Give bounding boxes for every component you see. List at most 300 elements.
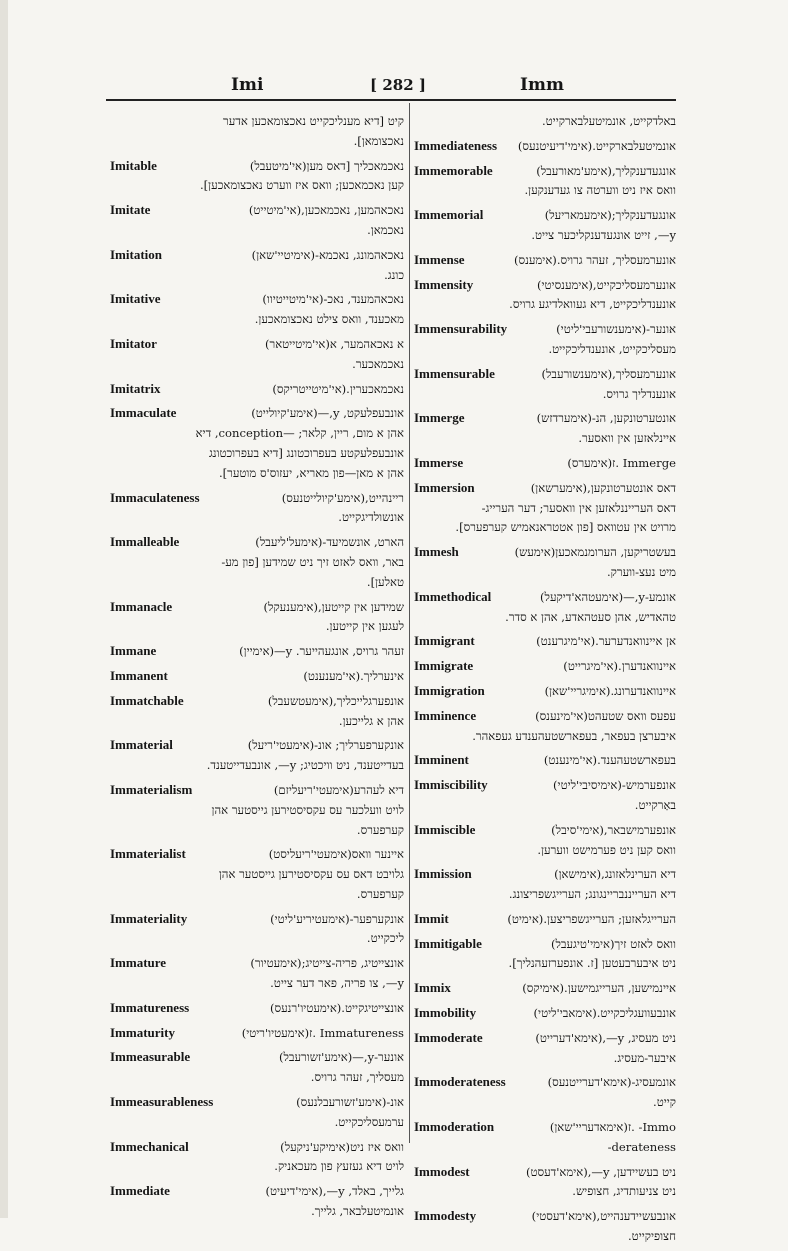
entry-pronunciation-and-gloss — [535, 707, 676, 727]
entry-pronunciation-and-gloss — [537, 276, 676, 296]
entry-definition-start: איינוואנדערונג. — [610, 683, 676, 698]
entry-definition-line: קערפערס. — [356, 886, 404, 901]
entry-first-line — [110, 909, 404, 930]
entry-pronunciation: (אימענשורעבי'ליטי) — [556, 322, 647, 337]
entry-definition-line: קיט [דיא מענליכקייט נאכצומאכען אדער — [223, 114, 404, 128]
entry-pronunciation-and-gloss — [526, 1163, 676, 1183]
entry-pronunciation-and-gloss — [251, 404, 404, 424]
entry-definition-start: אונבעשיידענהייט, — [596, 1209, 676, 1224]
entry-pronunciation-and-gloss — [534, 1004, 676, 1024]
dictionary-entry — [414, 656, 676, 677]
entry-headword: Immemorable — [414, 162, 493, 178]
entry-definition-start: דיא לעהרע — [353, 782, 404, 797]
dictionary-entry — [110, 780, 404, 840]
entry-definition-start: נאכמאכליך [דאס מען — [306, 158, 404, 173]
entry-first-line — [110, 532, 404, 553]
entry-headword: Immaculateness — [110, 489, 200, 505]
entry-first-line — [110, 691, 404, 712]
entry-definition-line: חצופיקייט. — [628, 1229, 676, 1244]
entry-headword: Immesh — [414, 544, 459, 560]
entry-first-line — [110, 403, 404, 424]
entry-pronunciation: (אימעטי'ריעל) — [247, 738, 315, 753]
entry-definition-line: בעדייטענד, ניט וויכטיג; y—, אונבעדייטענד. — [206, 758, 404, 773]
dictionary-entry — [414, 542, 676, 583]
entry-first-line — [414, 750, 676, 771]
entry-first-line — [110, 1023, 404, 1044]
entry-pronunciation: (אימי'טיגעבל) — [550, 936, 615, 951]
header-rule — [106, 99, 676, 101]
dictionary-entry — [414, 820, 676, 861]
entry-first-line — [110, 1181, 404, 1202]
entry-pronunciation: (אי'מיטייטאר) — [264, 336, 330, 351]
entry-pronunciation-and-gloss — [532, 1207, 676, 1227]
entry-pronunciation: (אימא'דערייטנעס) — [547, 1075, 632, 1090]
dictionary-entry — [110, 1092, 404, 1133]
dictionary-entry — [414, 1072, 676, 1113]
entry-definition-line: אהן א גלייכען. — [338, 713, 404, 728]
entry-definition-start: בעפארשטעהענד. — [597, 753, 676, 768]
entry-first-line — [414, 656, 676, 677]
entry-definition-line: באלדקייט, אונמיטעלבארקייט. — [541, 114, 676, 128]
dictionary-entry — [414, 1206, 676, 1247]
entry-definition-start: Immo- .ז — [627, 1120, 676, 1135]
entry-pronunciation-and-gloss — [531, 479, 676, 499]
entry-definition-line: לויט וועלכער עס עקסיסטירען גייסטער אהן — [211, 802, 404, 817]
entry-pronunciation-and-gloss — [514, 251, 676, 271]
entry-headword: Immaterialist — [110, 846, 186, 862]
entry-pronunciation: (אימי'סיבל) — [551, 822, 604, 837]
entry-definition-line: דאס הערייננלאזען אין וואסער; דער הערייג- — [481, 500, 676, 515]
left-column — [110, 112, 404, 1226]
entry-pronunciation: (אימיסיבי'ליטי) — [553, 778, 622, 793]
entry-definition-start: אונגעדענקליך; — [611, 208, 676, 223]
entry-definition-line: אהן א מום, ריין, קלאר; —conception, דיא — [195, 426, 404, 441]
entry-pronunciation: (אימיין) — [239, 644, 275, 659]
entry-pronunciation: (אימא'דעסט) — [525, 1164, 588, 1179]
entry-pronunciation-and-gloss — [507, 910, 676, 930]
entry-first-line — [414, 587, 676, 608]
dictionary-entry — [414, 319, 676, 360]
entry-definition-start: גלייך, באלד, y—, — [322, 1184, 404, 1199]
entry-headword: Immatureness — [110, 999, 190, 1015]
dictionary-entry — [110, 909, 404, 950]
entry-definition-start: נאכאהמונג, נאכמא- — [315, 247, 404, 262]
entry-definition-start: איינער וואס — [351, 847, 404, 862]
entry-headword: Immediateness — [414, 137, 498, 153]
entry-pronunciation: (אימע'זשורעבל) — [278, 1050, 353, 1065]
entry-pronunciation-and-gloss — [270, 999, 404, 1019]
dictionary-entry — [414, 978, 676, 999]
entry-definition-start: אונ- — [386, 1095, 404, 1110]
entry-headword: Imitate — [110, 202, 151, 218]
entry-pronunciation-and-gloss — [550, 1118, 676, 1138]
entry-definition-line: נאכמאן. — [367, 222, 404, 237]
entry-headword: Immitigable — [414, 935, 482, 951]
entry-headword: Immane — [110, 643, 157, 659]
entry-headword: Immix — [414, 980, 451, 996]
entry-pronunciation: (אימענס) — [513, 252, 557, 267]
dictionary-entry — [110, 1047, 404, 1088]
entry-definition-start: אינערליך. — [360, 668, 404, 683]
entry-definition-start: אונערמעסליכקייט, — [592, 277, 676, 292]
entry-first-line — [110, 641, 404, 662]
entry-definition-start: דאס אונטערטונקען, — [587, 480, 676, 495]
entry-definition-line: כונג. — [384, 267, 404, 282]
entry-first-line — [110, 666, 404, 687]
entry-definition-start: הארט, אונשמיעד- — [322, 535, 404, 550]
dictionary-entry — [110, 597, 404, 638]
entry-headword: Immerge — [414, 410, 465, 426]
entry-first-line — [110, 488, 404, 509]
entry-first-line — [414, 136, 676, 157]
dictionary-entry — [414, 408, 676, 449]
entry-first-line — [414, 1072, 676, 1093]
entry-definition-line: לויט דיא געזעץ פון מעכאניק. — [274, 1159, 404, 1174]
entry-definition-line: קייט. — [653, 1095, 676, 1110]
entry-definition-start: שמידען אין קייטען, — [317, 599, 404, 614]
entry-headword: Immigration — [414, 682, 485, 698]
entry-pronunciation: (אי'מיטעבל) — [249, 158, 307, 173]
entry-definition-line: אהן א מאן—פון מאריא, יעזוס'ס מוטער]. — [218, 465, 404, 480]
entry-definition-line: טאלען]. — [366, 574, 404, 589]
entry-definition-start: בעשטריקען, הערומנמאכען — [555, 545, 676, 560]
entry-headword: Immerse — [414, 454, 464, 470]
entry-headword: Immechanical — [110, 1138, 189, 1154]
entry-pronunciation-and-gloss — [280, 1138, 404, 1158]
entry-definition-line: טהאדיש, אהן סעטהאדע, אהן א סדר. — [505, 609, 676, 624]
entry-definition-line: y—, זייט אונגעדענקליכער צייט. — [531, 227, 676, 242]
dictionary-entry — [110, 1023, 404, 1044]
entry-headword: Immoderateness — [414, 1074, 506, 1090]
entry-pronunciation-and-gloss — [274, 781, 404, 801]
dictionary-entry — [414, 631, 676, 652]
entry-pronunciation: (אי'מיגרענט) — [536, 634, 596, 649]
dictionary-entry — [414, 909, 676, 930]
entry-definition-line: דיא הערייננבריינגונג; הערייגשפריצונג. — [508, 887, 676, 902]
entry-headword: Immodesty — [414, 1208, 477, 1224]
entry-definition-line: ערמעסליכקייט. — [334, 1114, 404, 1129]
entry-pronunciation: (אימערדזש) — [536, 411, 592, 426]
entry-pronunciation-and-gloss — [252, 246, 404, 266]
entry-first-line — [110, 1137, 404, 1158]
entry-pronunciation-and-gloss — [536, 632, 676, 652]
dictionary-entry — [110, 289, 404, 330]
dictionary-entry — [414, 587, 676, 628]
entry-pronunciation: (אימע'זשורעבלנעס) — [296, 1095, 387, 1110]
entry-definition-start: ניט מעסיג, y—, — [602, 1030, 676, 1045]
entry-pronunciation: (אימעש) — [514, 545, 556, 560]
entry-pronunciation: (אימעטיריע'ליטי) — [270, 911, 350, 926]
entry-first-line — [414, 864, 676, 885]
entry-first-line — [110, 780, 404, 801]
entry-headword: Imminence — [414, 707, 477, 723]
entry-first-line — [414, 775, 676, 796]
entry-first-line — [414, 1162, 676, 1183]
entry-definition-line: אונענדליכקייט, דיא געוואלדיגע גרויס. — [509, 297, 676, 312]
entry-pronunciation: (אי'מינענס) — [535, 708, 588, 723]
dictionary-entry — [414, 478, 676, 538]
entry-definition-start: אונערמעסליך, זעהר גרויס. — [556, 252, 676, 267]
entry-pronunciation-and-gloss — [515, 543, 676, 563]
entry-pronunciation-and-gloss — [551, 821, 676, 841]
entry-pronunciation: (אימעטהא'דיקעל) — [540, 589, 624, 604]
entry-pronunciation: (אימעטיו'ריטי) — [241, 1025, 310, 1040]
entry-pronunciation: (אי'מיטייט) — [248, 203, 302, 218]
entry-pronunciation-and-gloss — [556, 320, 676, 340]
entry-definition-line: קערפערס. — [356, 822, 404, 837]
entry-pronunciation-and-gloss — [303, 667, 404, 687]
dictionary-entry — [110, 112, 404, 152]
dictionary-entry — [414, 706, 676, 747]
entry-pronunciation-and-gloss — [522, 979, 676, 999]
entry-definition-line: וואס קען ניט פערמישט ווערען. — [537, 842, 676, 857]
dictionary-entry — [414, 112, 676, 132]
entry-pronunciation-and-gloss — [270, 910, 404, 930]
running-header — [0, 74, 788, 98]
entry-pronunciation-and-gloss — [551, 935, 676, 955]
entry-pronunciation: (אימע'קיולייט) — [251, 406, 318, 421]
entry-headword: Immense — [414, 251, 465, 267]
entry-first-line — [414, 453, 676, 474]
entry-first-line — [110, 245, 404, 266]
entry-pronunciation-and-gloss — [536, 162, 676, 182]
entry-pronunciation-and-gloss — [567, 454, 676, 474]
entry-headword: Immiscibility — [414, 777, 488, 793]
entry-definition-start: דיא הערינלאזונג, — [601, 867, 676, 882]
entry-headword: Immensity — [414, 276, 474, 292]
dictionary-entry — [110, 532, 404, 592]
entry-definition-line: אונענדליך גרויס. — [602, 386, 676, 401]
entry-first-line — [414, 205, 676, 226]
entry-pronunciation-and-gloss — [544, 751, 676, 771]
entry-pronunciation: (אימעטי'ריעליזם) — [273, 782, 354, 797]
entry-headword: Immit — [414, 910, 449, 926]
entry-pronunciation-and-gloss — [264, 598, 404, 618]
entry-definition-start: איינוואנדערן. — [618, 659, 676, 674]
entry-definition-start: וואס לאזט זיך — [614, 936, 676, 951]
entry-definition-start: אונטערטונקען, הנ- — [591, 411, 676, 426]
entry-pronunciation-and-gloss — [262, 290, 404, 310]
entry-pronunciation-and-gloss — [518, 137, 676, 157]
entry-definition-line: y—, צו פריה, פאר דער צייט. — [270, 976, 404, 991]
entry-headword: Immaturity — [110, 1024, 175, 1040]
entry-pronunciation-and-gloss — [296, 1093, 404, 1113]
entry-definition-start: נאכמאכערין. — [346, 381, 404, 396]
entry-pronunciation: (אימיגריי'שאן) — [544, 683, 611, 698]
entry-pronunciation: (אימערשאן) — [530, 480, 588, 495]
entry-definition-start: Immerge .ז — [612, 455, 676, 470]
dictionary-entry — [110, 403, 404, 483]
entry-first-line — [414, 1003, 676, 1024]
entry-definition-start: אונמיטעלבארקייט. — [592, 138, 676, 153]
entry-definition-line: באר, וואס לאזט זיך ניט שמידען [פון מע- — [221, 554, 404, 569]
entry-definition-line: אונבעפלעקטע בעפרוכטונג [דיא בעפרוכטונג — [208, 445, 404, 460]
entry-definition-start: אונגעדענקליך, — [611, 163, 676, 178]
dictionary-entry — [110, 379, 404, 400]
entry-headword: Immission — [414, 866, 472, 882]
entry-definition-line: אונמיטעלבאר, גלייך. — [311, 1204, 404, 1219]
entry-definition-start: אונבעוועגליכקייט. — [596, 1006, 676, 1021]
dictionary-entry — [414, 1117, 676, 1158]
entry-pronunciation-and-gloss — [242, 1024, 404, 1044]
entry-definition-start: אונמע-y,— — [623, 589, 676, 604]
entry-definition-start: אונצייטיגקייט. — [341, 1000, 404, 1015]
entry-first-line — [414, 364, 676, 385]
entry-first-line — [110, 200, 404, 221]
entry-definition-line: גלויבט דאס עס עקסיסטירען גייסטער אהן — [218, 867, 404, 882]
dictionary-entry — [414, 750, 676, 771]
entry-definition-start: אונערמעסליך, — [612, 366, 676, 381]
entry-definition-line: מאכענד, וואס צילט נאכצומאכען. — [254, 312, 404, 327]
entry-pronunciation: (אימי'דיעיט) — [265, 1184, 323, 1199]
entry-pronunciation: (אימענעקל) — [263, 599, 318, 614]
entry-headword: Immateriality — [110, 910, 188, 926]
entry-definition-start: אן איינוואנדערער. — [595, 634, 676, 649]
entry-pronunciation-and-gloss — [268, 692, 404, 712]
entry-headword: Immiscible — [414, 821, 476, 837]
entry-first-line — [110, 1092, 404, 1113]
entry-first-line — [414, 934, 676, 955]
dictionary-entry — [110, 1137, 404, 1178]
entry-definition-start: אונקערפער- — [349, 911, 404, 926]
dictionary-entry — [414, 364, 676, 405]
entry-definition-start: אונפערגלייכליך, — [333, 693, 404, 708]
dictionary-entry — [110, 641, 404, 662]
entry-pronunciation-and-gloss — [248, 736, 404, 756]
entry-definition-start: אונער- — [646, 322, 676, 337]
entry-definition-start: אונצייטיג, פריה-צייטיג; — [301, 956, 404, 971]
entry-definition-line: נאכמאכער. — [352, 356, 404, 371]
entry-headword: Imitative — [110, 291, 161, 307]
entry-pronunciation: (אימא'דערייט) — [535, 1030, 603, 1045]
entry-pronunciation: (אימע'קיולייטנעס) — [281, 490, 366, 505]
entry-pronunciation-and-gloss — [540, 588, 676, 608]
entry-first-line — [414, 706, 676, 727]
entry-pronunciation: (אימאבי'ליטי) — [533, 1006, 597, 1021]
entry-headword: Immoderate — [414, 1029, 483, 1045]
dictionary-entry — [414, 453, 676, 474]
entry-definition-line: וואס איז ניט ווערטה צו געדענקען. — [524, 183, 676, 198]
dictionary-entry — [110, 953, 404, 994]
entry-definition-start: אונפערמישבאר, — [603, 822, 676, 837]
entry-headword: Immanent — [110, 667, 168, 683]
entry-definition-start: הערייגלאזען; הערייגשפריצען. — [543, 911, 676, 926]
entry-pronunciation-and-gloss — [545, 206, 676, 226]
entry-headword: Immaterial — [110, 737, 173, 753]
entry-headword: Immeasurable — [110, 1049, 191, 1065]
entry-definition-start: אונער-y,— — [352, 1050, 404, 1065]
entry-pronunciation-and-gloss — [282, 489, 404, 509]
entry-pronunciation-and-gloss — [272, 380, 404, 400]
dictionary-entry — [414, 775, 676, 816]
dictionary-entry — [414, 136, 676, 157]
entry-pronunciation: (אימעטיור) — [250, 956, 302, 971]
entry-pronunciation-and-gloss — [279, 1048, 404, 1068]
entry-headword: Immemorial — [414, 207, 484, 223]
entry-first-line — [110, 735, 404, 756]
entry-pronunciation-and-gloss — [265, 1182, 404, 1202]
entry-definition-line: איבערצן בעפאר, בעפארשטעהענדע געפאהר. — [472, 728, 676, 743]
entry-headword: Immalleable — [110, 534, 180, 550]
dictionary-entry — [110, 735, 404, 776]
entry-pronunciation-and-gloss — [541, 365, 676, 385]
dictionary-entry — [414, 1028, 676, 1069]
entry-definition-line: לעגען אין קייטען. — [325, 619, 404, 634]
entry-pronunciation: (אימעטשעבל) — [267, 693, 334, 708]
dictionary-entry — [414, 275, 676, 316]
entry-pronunciation: (אימעל'ליעבל) — [255, 535, 323, 550]
entry-definition-start: ריינהייט, — [365, 490, 404, 505]
entry-pronunciation: (אימע'מאורעבל) — [536, 163, 612, 178]
entry-pronunciation: (אי'מיגרייט) — [563, 659, 619, 674]
entry-definition-start: זעהר גרויס, אונגעהייער. y— — [274, 644, 404, 659]
dictionary-entry — [110, 200, 404, 241]
entry-definition-line: ניט צניעותדיג, חצופיש. — [572, 1184, 676, 1199]
entry-pronunciation-and-gloss — [249, 201, 404, 221]
header-guide-word-left: Imi — [231, 75, 264, 95]
entry-headword: Immoderation — [414, 1119, 495, 1135]
entry-headword: Immediate — [110, 1183, 170, 1199]
dictionary-entry — [110, 156, 404, 197]
entry-definition-line: מרויט אין עטוואס [פון אטטראנאמיש קערפערס]. — [455, 520, 676, 535]
entry-pronunciation: (אימי'דיעיטנעס) — [517, 138, 593, 153]
entry-definition-start: נאכאהמענד, נאכ- — [323, 292, 404, 307]
dictionary-entry — [414, 205, 676, 246]
entry-pronunciation: (אימערס) — [567, 455, 613, 470]
dictionary-entry — [110, 1181, 404, 1222]
entry-first-line — [414, 408, 676, 429]
dictionary-entry — [110, 691, 404, 732]
entry-pronunciation: (אימענשורעבל) — [541, 366, 613, 381]
entry-definition-line: קען נאכמאכען; וואס איז ווערט נאכצומאכען]. — [199, 178, 404, 193]
entry-first-line — [414, 478, 676, 499]
entry-definition-line: איינלאזען אין וואסער. — [578, 431, 676, 446]
entry-pronunciation-and-gloss — [250, 954, 404, 974]
entry-headword: Immensurable — [414, 365, 495, 381]
entry-definition-start: אונבעפלעקט, y,— — [317, 406, 404, 421]
entry-definition-line: ניט איבערבעטען [ז. אונפערזעהנליך]. — [508, 956, 676, 971]
page-number: [ 282 ] — [370, 76, 426, 94]
entry-pronunciation: (אי'מינענט) — [543, 753, 598, 768]
entry-headword: Imitatrix — [110, 380, 161, 396]
entry-definition-line: אונשולדיגקייט. — [338, 510, 404, 525]
entry-headword: Imitator — [110, 335, 157, 351]
entry-definition-start: איינמישען, הערייגמישען. — [564, 981, 676, 996]
entry-pronunciation-and-gloss — [239, 642, 404, 662]
entry-first-line — [414, 681, 676, 702]
entry-definition-line: ליכקייט. — [366, 931, 404, 946]
entry-pronunciation: (אימאדעריי'שאן) — [549, 1120, 628, 1135]
dictionary-entry — [414, 1003, 676, 1024]
dictionary-entry — [110, 488, 404, 529]
entry-pronunciation-and-gloss — [537, 409, 676, 429]
entry-pronunciation: (אימא'דעסטי) — [531, 1209, 597, 1224]
entry-pronunciation: (אימעטי'ריעליסט) — [268, 847, 352, 862]
entry-definition-start: אונפערמיש- — [621, 778, 676, 793]
entry-pronunciation: (אימיקע'ניקעל) — [280, 1139, 351, 1154]
entry-first-line — [110, 156, 404, 177]
right-column — [414, 112, 676, 1251]
dictionary-entry — [110, 245, 404, 286]
entry-pronunciation-and-gloss — [563, 657, 676, 677]
column-divider — [409, 103, 410, 1143]
entry-first-line — [110, 953, 404, 974]
entry-first-line — [414, 161, 676, 182]
entry-pronunciation-and-gloss — [535, 1029, 676, 1049]
entry-pronunciation-and-gloss — [250, 157, 404, 177]
entry-pronunciation-and-gloss — [554, 865, 676, 885]
entry-pronunciation: (אימעטיו'רנעס) — [270, 1000, 342, 1015]
